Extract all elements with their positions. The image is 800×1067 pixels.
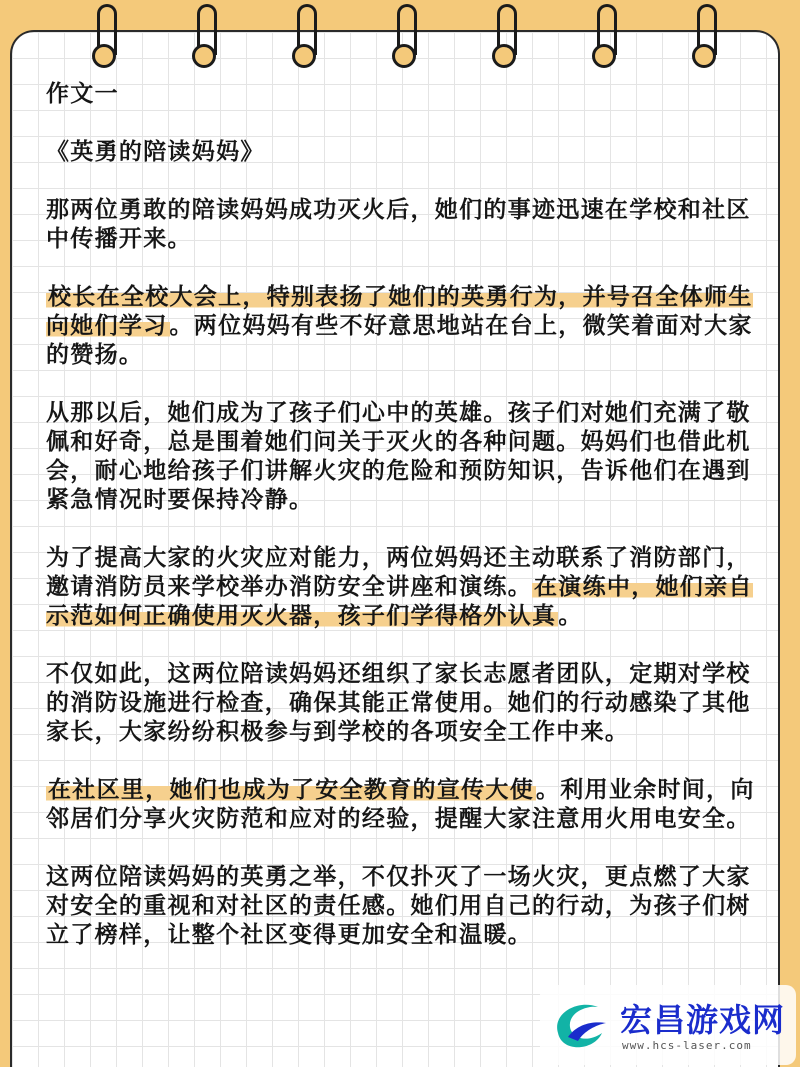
essay-paragraph: [46, 863, 760, 950]
essay-paragraph: [46, 399, 760, 515]
paragraph-text: 为了提高大家的火灾应对能力，两位妈妈还主动联系了消防部门，邀请消防员来学校举办消防安全讲座和演练。: [46, 545, 751, 600]
binding-ring: [92, 4, 118, 78]
essay-paragraph: [46, 660, 760, 747]
highlighted-text: 校长在全校大会上，特别表扬了她们的英勇行为，并号召全体师生向她们学习: [46, 284, 753, 339]
site-watermark: [540, 985, 796, 1065]
spiral-binding: [0, 0, 800, 80]
highlighted-text: 在社区里，她们也成为了安全教育的宣传大使: [48, 777, 534, 803]
highlighted-text: 在演练中，她们亲自示范如何正确使用灭火器，孩子们学得格外认真: [46, 574, 753, 629]
binding-ring: [492, 4, 518, 78]
paragraph-text: 那两位勇敢的陪读妈妈成功灭火后，她们的事迹迅速在学校和社区中传播开来。: [46, 197, 751, 252]
essay-paragraph: [46, 776, 760, 834]
watermark-site-name: 宏昌游戏网: [620, 1001, 786, 1039]
essay-paragraph: [46, 544, 760, 631]
essay-content: [46, 80, 760, 979]
essay-paragraph: [46, 196, 760, 254]
essay-paragraphs: [46, 196, 760, 950]
paragraph-text: 。利用业余时间，向邻居们分享火灾防范和应对的经验，提醒大家注意用火用电安全。: [46, 777, 755, 832]
binding-ring: [292, 4, 318, 78]
paragraph-text: 这两位陪读妈妈的英勇之举，不仅扑灭了一场火灾，更点燃了大家对安全的重视和对社区的责任感。她们用自己的行动，为孩子们树立了榜样，让整个社区变得更加安全和温暖。: [46, 864, 751, 948]
binding-ring: [592, 4, 618, 78]
paragraph-text: 。两位妈妈有些不好意思地站在台上，微笑着面对大家的赞扬。: [46, 313, 753, 368]
binding-ring: [192, 4, 218, 78]
essay-heading: 作文一: [46, 81, 119, 107]
essay-title: 《英勇的陪读妈妈》: [46, 139, 265, 165]
binding-ring: [692, 4, 718, 78]
essay-paragraph: [46, 283, 760, 370]
binding-ring: [392, 4, 418, 78]
paragraph-text: 不仅如此，这两位陪读妈妈还组织了家长志愿者团队，定期对学校的消防设施进行检查，确保其能正常使用。她们的行动感染了其他家长，大家纷纷积极参与到学校的各项安全工作中来。: [46, 661, 751, 745]
paragraph-text: 。: [558, 603, 583, 629]
watermark-url: www.hcs-laser.com: [622, 1039, 752, 1052]
paragraph-text: 从那以后，她们成为了孩子们心中的英雄。孩子们对她们充满了敬佩和好奇，总是围着她们问关于灭火的各种问题。妈妈们也借此机会，耐心地给孩子们讲解火灾的危险和预防知识，告诉他们在遇到紧急情况时要保持冷静。: [46, 400, 751, 513]
swirl-logo-icon: [548, 993, 612, 1057]
